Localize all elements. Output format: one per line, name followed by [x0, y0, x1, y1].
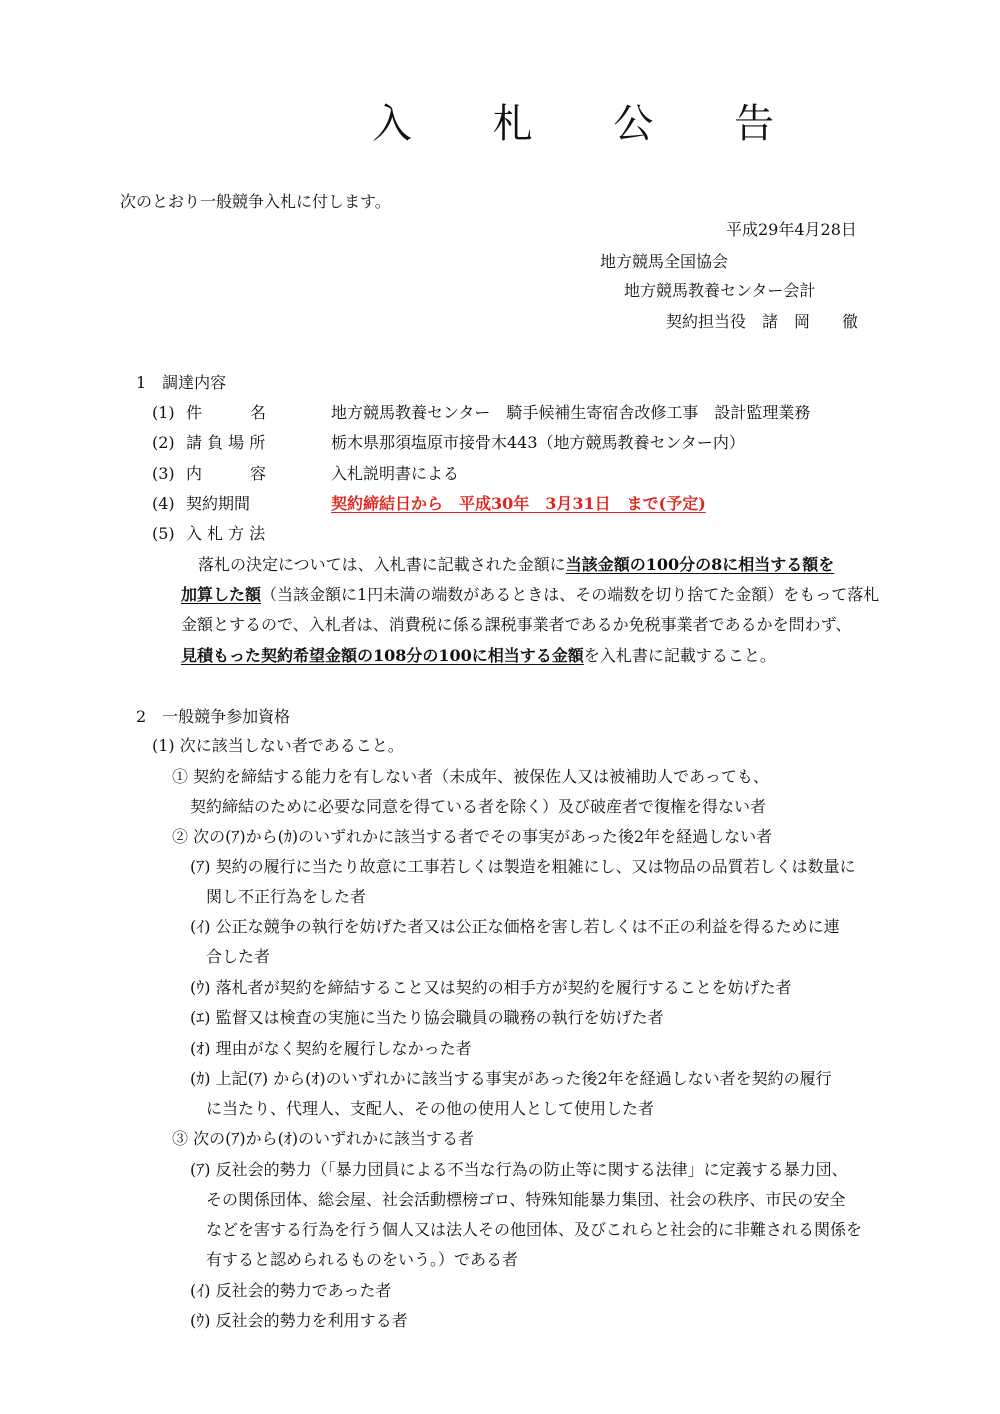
clause-3-a-line-4: 有すると認められるものをいう。）である者 [206, 1250, 519, 1269]
clause-3-a-line-1: (ｱ) 反社会的勢力（「暴力団員による不当な行為の防止等に関する法律」に定義する暴力団、 [190, 1160, 848, 1179]
intro-text: 次のとおり一般競争入札に付します。 [120, 192, 391, 211]
organization-division: 地方競馬教養センター会計 [624, 281, 816, 300]
item-1-value: 地方競馬教養センター 騎手候補生寄宿舎改修工事 設計監理業務 [331, 403, 811, 422]
item-2-label: 請 負 場 所 [186, 433, 266, 452]
item-5-num: (5) [152, 524, 175, 543]
item-4-label: 契約期間 [186, 494, 251, 513]
bid-method-text: （当該金額に1円未満の端数があるときは、その端数を切り捨てた金額）をもって落札 [261, 585, 880, 604]
page-title: 入 札 公 告 [372, 101, 809, 147]
clause-3-c: (ｳ) 反社会的勢力を利用する者 [190, 1311, 408, 1330]
bid-method-emphasis: 当該金額の100分の8に相当する額を [565, 555, 835, 574]
clause-1-line-1: ① 契約を締結する能力を有しない者（未成年、被保佐人又は被補助人であっても、 [172, 767, 769, 786]
item-2-value: 栃木県那須塩原市接骨木443（地方競馬教養センター内） [331, 433, 745, 452]
section-2-heading: 2 一般競争参加資格 [136, 707, 291, 726]
bid-method-text: を入札書に記載すること。 [583, 646, 776, 665]
clause-2-c: (ｳ) 落札者が契約を締結すること又は契約の相手方が契約を履行することを妨げた者 [190, 978, 792, 997]
clause-2: ② 次の(ｱ)から(ｶ)のいずれかに該当する者でその事実があった後2年を経過しない者 [172, 827, 773, 846]
item-3-num: (3) [152, 464, 175, 483]
clause-3: ③ 次の(ｱ)から(ｵ)のいずれかに該当する者 [172, 1129, 475, 1148]
clause-2-a-line-1: (ｱ) 契約の履行に当たり故意に工事若しくは製造を粗雑にし、又は物品の品質若しくは数量に [190, 857, 856, 876]
clause-2-b-line-2: 合した者 [206, 947, 271, 966]
clause-2-b-line-1: (ｲ) 公正な競争の執行を妨げた者又は公正な価格を害し若しくは不正の利益を得るために連 [190, 917, 840, 936]
clause-2-d: (ｴ) 監督又は検査の実施に当たり協会職員の職務の執行を妨げた者 [190, 1008, 664, 1027]
item-1-label: 件 名 [186, 403, 267, 422]
notice-date: 平成29年4月28日 [726, 220, 857, 239]
item-4-num: (4) [152, 494, 175, 513]
clause-2-a-line-2: 関し不正行為をした者 [206, 887, 367, 906]
item-5-label: 入 札 方 法 [186, 524, 266, 543]
item-1-num: (1) [152, 403, 175, 422]
clause-1-line-2: 契約締結のために必要な同意を得ている者を除く）及び破産者で復権を得ない者 [190, 797, 767, 816]
section-1-heading: 1 調達内容 [136, 373, 227, 392]
clause-2-e: (ｵ) 理由がなく契約を履行しなかった者 [190, 1039, 472, 1058]
item-2-num: (2) [152, 433, 175, 452]
bid-method-emphasis: 加算した額 [181, 585, 262, 604]
item-3-value: 入札説明書による [331, 464, 460, 483]
clause-3-b: (ｲ) 反社会的勢力であった者 [190, 1281, 392, 1300]
clause-3-a-line-2: その関係団体、総会屋、社会活動標榜ゴロ、特殊知能暴力集団、社会の秩序、市民の安全 [206, 1190, 846, 1209]
item-3-label: 内 容 [186, 464, 267, 483]
organization-name: 地方競馬全国協会 [600, 252, 729, 271]
qualification-1: (1) 次に該当しない者であること。 [152, 736, 404, 755]
bid-method-line-3: 金額とするので、入札者は、消費税に係る課税事業者であるか免税事業者であるかを問わず、 [181, 615, 852, 634]
bid-method-emphasis: 見積もった契約希望金額の108分の100に相当する金額 [181, 646, 584, 665]
bid-method-line-2 [181, 587, 879, 603]
bid-method-line-1 [198, 557, 834, 573]
bid-method-line-4 [181, 648, 776, 664]
contract-period-value: 契約締結日から 平成30年 3月31日 まで(予定) [331, 494, 706, 513]
contract-officer: 契約担当役 諸 岡 徹 [666, 312, 859, 331]
bid-method-text: 落札の決定については、入札書に記載された金額に [198, 555, 566, 574]
clause-2-f-line-2: に当たり、代理人、支配人、その他の使用人として使用した者 [206, 1099, 655, 1118]
clause-3-a-line-3: などを害する行為を行う個人又は法人その他団体、及びこれらと社会的に非難される関係を [206, 1220, 863, 1239]
clause-2-f-line-1: (ｶ) 上記(ｱ) から(ｵ)のいずれかに該当する事実があった後2年を経過しない者を契約の履行 [190, 1069, 832, 1088]
